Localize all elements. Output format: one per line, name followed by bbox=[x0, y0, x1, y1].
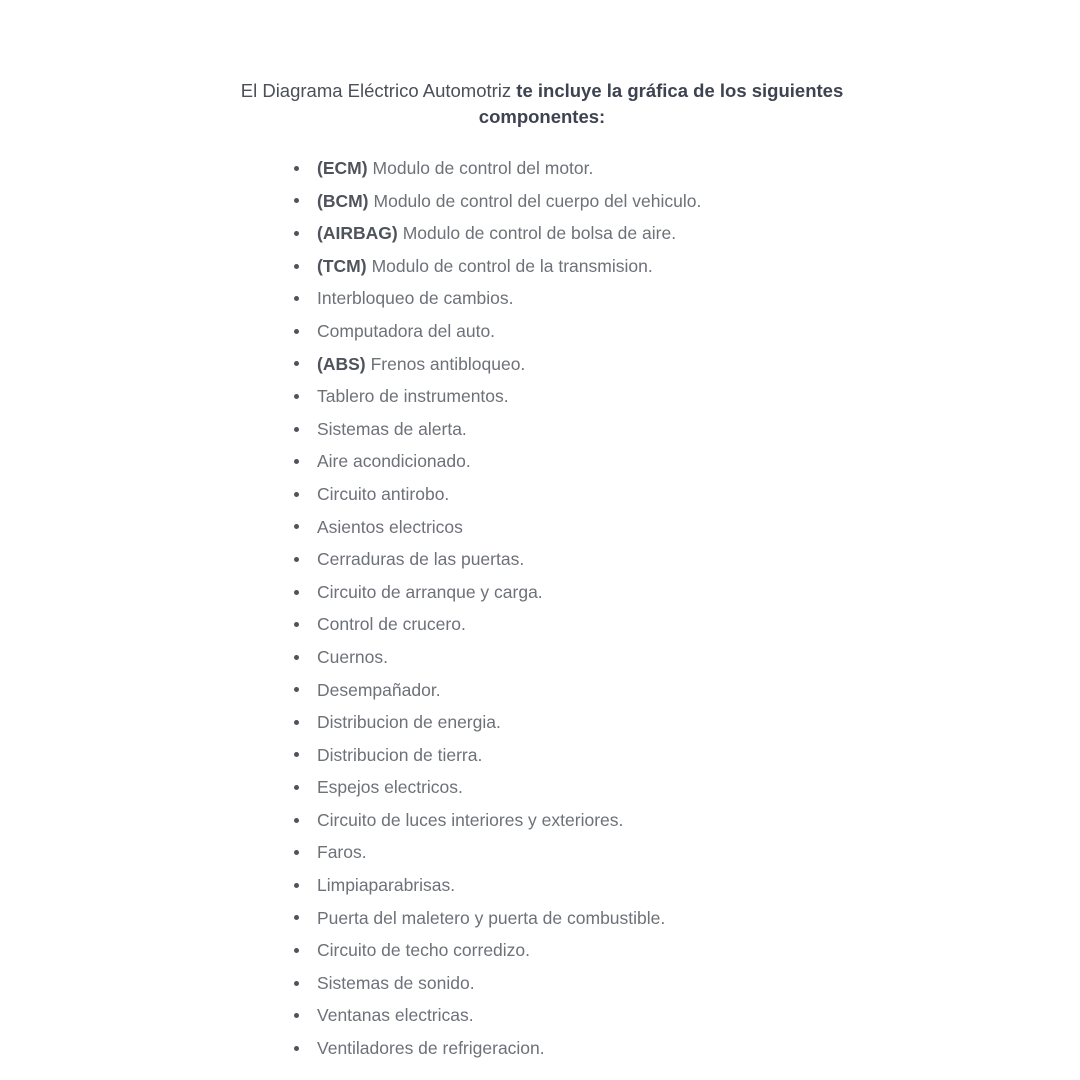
bullet-icon bbox=[294, 981, 299, 986]
list-item bbox=[291, 674, 701, 707]
bullet-icon bbox=[294, 361, 299, 366]
component-label: Modulo de control de la transmision. bbox=[371, 255, 653, 276]
bullet-icon bbox=[294, 883, 299, 888]
component-label: Sistemas de alerta. bbox=[317, 418, 467, 439]
list-item bbox=[291, 413, 701, 446]
component-abbreviation: (AIRBAG) bbox=[317, 223, 398, 244]
bullet-icon bbox=[294, 492, 299, 497]
component-label: Modulo de control del cuerpo del vehiculo. bbox=[373, 190, 702, 211]
list-item bbox=[291, 152, 701, 185]
bullet-icon bbox=[294, 198, 299, 203]
list-item bbox=[291, 902, 701, 935]
bullet-icon bbox=[294, 296, 299, 301]
component-label: Control de crucero. bbox=[317, 614, 466, 635]
list-item bbox=[291, 282, 701, 315]
components-list bbox=[291, 152, 701, 1065]
component-label: Modulo de control de bolsa de aire. bbox=[402, 223, 677, 244]
bullet-icon bbox=[294, 622, 299, 627]
list-item bbox=[291, 250, 701, 283]
component-label: Distribucion de energia. bbox=[317, 712, 501, 733]
component-label: Tablero de instrumentos. bbox=[317, 386, 509, 407]
list-item bbox=[291, 967, 701, 1000]
heading-emphasis-text: te incluye la gráfica de los siguientes componentes: bbox=[478, 80, 844, 127]
list-item bbox=[291, 185, 701, 218]
bullet-icon bbox=[294, 231, 299, 236]
component-label: Circuito antirobo. bbox=[317, 483, 450, 504]
list-item bbox=[291, 641, 701, 674]
bullet-icon bbox=[294, 785, 299, 790]
list-item bbox=[291, 771, 701, 804]
bullet-icon bbox=[294, 850, 299, 855]
component-label: Circuito de techo corredizo. bbox=[317, 940, 531, 961]
component-label: Cuernos. bbox=[317, 646, 389, 667]
list-item bbox=[291, 217, 701, 250]
component-label: Circuito de arranque y carga. bbox=[317, 581, 543, 602]
component-label: Asientos electricos bbox=[317, 516, 463, 537]
list-item bbox=[291, 478, 701, 511]
list-item bbox=[291, 315, 701, 348]
component-label: Computadora del auto. bbox=[317, 320, 496, 341]
component-label: Puerta del maletero y puerta de combustible. bbox=[317, 907, 666, 928]
component-label: Cerraduras de las puertas. bbox=[317, 549, 525, 570]
bullet-icon bbox=[294, 427, 299, 432]
list-item bbox=[291, 1032, 701, 1065]
list-item bbox=[291, 511, 701, 544]
component-abbreviation: (TCM) bbox=[317, 255, 367, 276]
bullet-icon bbox=[294, 459, 299, 464]
bullet-icon bbox=[294, 687, 299, 692]
bullet-icon bbox=[294, 1046, 299, 1051]
bullet-icon bbox=[294, 329, 299, 334]
bullet-icon bbox=[294, 655, 299, 660]
component-label: Limpiaparabrisas. bbox=[317, 875, 456, 896]
bullet-icon bbox=[294, 720, 299, 725]
component-label: Aire acondicionado. bbox=[317, 451, 471, 472]
component-abbreviation: (ABS) bbox=[317, 353, 366, 374]
component-label: Ventiladores de refrigeracion. bbox=[317, 1038, 545, 1059]
bullet-icon bbox=[294, 394, 299, 399]
bullet-icon bbox=[294, 590, 299, 595]
heading-intro-text: El Diagrama Eléctrico Automotriz bbox=[240, 80, 512, 101]
list-item bbox=[291, 739, 701, 772]
component-label: Frenos antibloqueo. bbox=[370, 353, 526, 374]
bullet-icon bbox=[294, 264, 299, 269]
list-item bbox=[291, 706, 701, 739]
list-item bbox=[291, 804, 701, 837]
component-label: Sistemas de sonido. bbox=[317, 972, 475, 993]
component-label: Interbloqueo de cambios. bbox=[317, 288, 514, 309]
list-item bbox=[291, 608, 701, 641]
component-abbreviation: (BCM) bbox=[317, 190, 369, 211]
component-label: Distribucion de tierra. bbox=[317, 744, 483, 765]
component-abbreviation: (ECM) bbox=[317, 158, 368, 178]
bullet-icon bbox=[294, 524, 299, 529]
bullet-icon bbox=[294, 557, 299, 562]
list-item bbox=[291, 934, 701, 967]
bullet-icon bbox=[294, 915, 299, 920]
component-label: Ventanas electricas. bbox=[317, 1005, 474, 1026]
component-label: Faros. bbox=[317, 842, 367, 863]
bullet-icon bbox=[294, 1013, 299, 1018]
component-label: Modulo de control del motor. bbox=[372, 158, 594, 178]
intro-heading bbox=[200, 78, 884, 130]
list-item bbox=[291, 869, 701, 902]
component-label: Circuito de luces interiores y exteriores. bbox=[317, 809, 624, 830]
list-item bbox=[291, 543, 701, 576]
list-item bbox=[291, 348, 701, 381]
list-item bbox=[291, 836, 701, 869]
bullet-icon bbox=[294, 752, 299, 757]
component-label: Espejos electricos. bbox=[317, 777, 463, 798]
bullet-icon bbox=[294, 818, 299, 823]
list-item bbox=[291, 999, 701, 1032]
list-item bbox=[291, 576, 701, 609]
list-item bbox=[291, 445, 701, 478]
list-item bbox=[291, 380, 701, 413]
bullet-icon bbox=[294, 948, 299, 953]
bullet-icon bbox=[294, 166, 299, 171]
component-label: Desempañador. bbox=[317, 679, 441, 700]
